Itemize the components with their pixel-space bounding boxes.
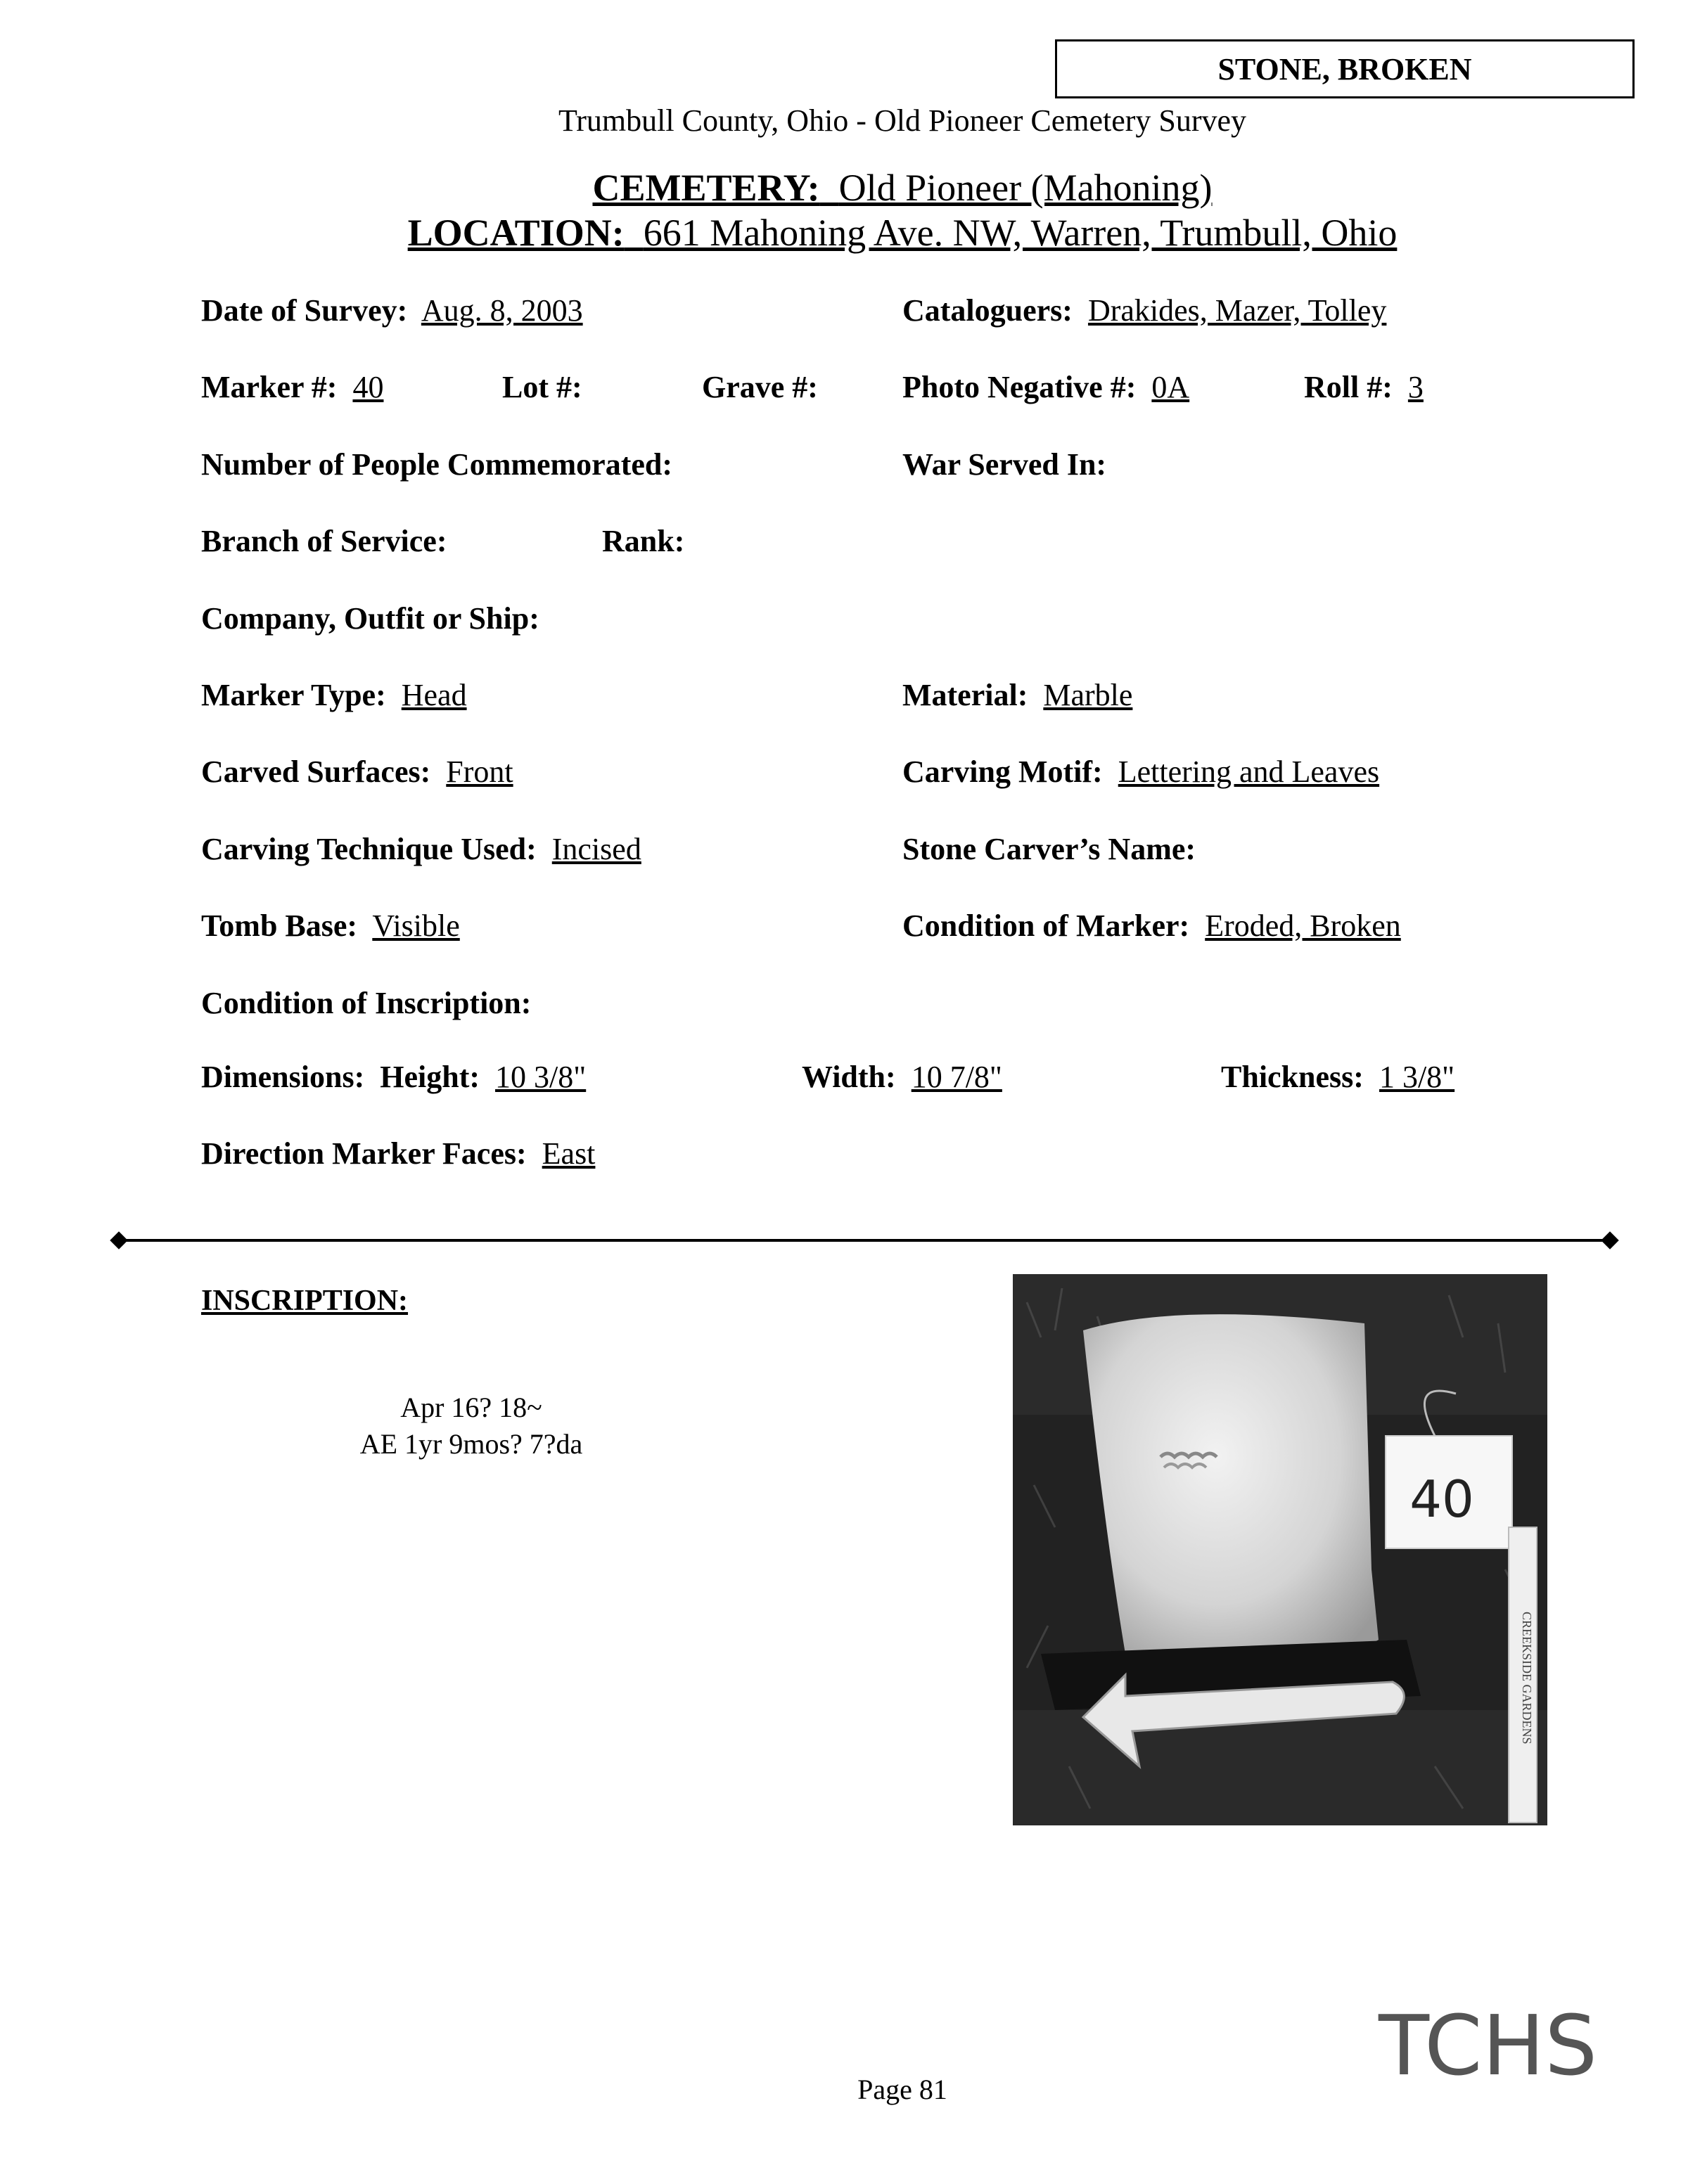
marker-number-value: 40 <box>352 370 384 404</box>
cemetery-label: CEMETERY: <box>592 167 820 209</box>
cataloguers-label: Cataloguers: <box>902 293 1073 328</box>
dimensions-height-field <box>201 1062 586 1093</box>
carving-technique-value: Incised <box>551 832 641 866</box>
roll-number-value: 3 <box>1407 370 1424 404</box>
marker-type-label: Marker Type: <box>201 678 386 712</box>
stone-carver-label: Stone Carver’s Name: <box>902 832 1196 866</box>
cataloguers-value: Drakides, Mazer, Tolley <box>1087 293 1387 328</box>
marker-number-label: Marker #: <box>201 370 338 404</box>
photo-negative-field <box>902 372 1189 403</box>
material-label: Material: <box>902 678 1028 712</box>
material-value: Marble <box>1043 678 1133 712</box>
carved-surfaces-field <box>201 754 513 789</box>
marker-type-value: Head <box>401 678 467 712</box>
location-label: LOCATION: <box>407 212 625 254</box>
war-served-label: War Served In: <box>902 447 1107 482</box>
company-field <box>201 603 539 634</box>
rank-field <box>602 526 684 557</box>
survey-title: Trumbull County, Ohio - Old Pioneer Cemetery Survey <box>558 103 1247 138</box>
status-box <box>1055 39 1635 98</box>
carved-surfaces-value: Front <box>446 754 513 789</box>
inscription-text <box>281 1389 661 1463</box>
marker-photo <box>1013 1274 1547 1825</box>
condition-of-inscription-label: Condition of Inscription: <box>201 986 532 1020</box>
date-of-survey-value: Aug. 8, 2003 <box>421 293 583 328</box>
lot-number-label: Lot #: <box>502 370 582 404</box>
inscription-line: Apr 16? 18~ <box>400 1392 542 1423</box>
width-value: 10 7/8" <box>911 1060 1002 1094</box>
marker-type-field <box>201 680 467 711</box>
cemetery-heading <box>0 166 1688 210</box>
section-divider <box>115 1239 1613 1242</box>
company-label: Company, Outfit or Ship: <box>201 601 539 636</box>
condition-of-marker-field <box>902 908 1401 943</box>
width-label: Width: <box>802 1060 896 1094</box>
condition-of-inscription-field <box>201 988 531 1019</box>
grave-number-label: Grave #: <box>702 370 818 404</box>
condition-of-marker-label: Condition of Marker: <box>902 908 1190 943</box>
thickness-field <box>1221 1062 1454 1093</box>
divider-right-diamond <box>1601 1231 1618 1249</box>
branch-of-service-field <box>201 526 447 557</box>
rank-label: Rank: <box>602 524 685 558</box>
photo-negative-value: 0A <box>1151 370 1190 404</box>
material-field <box>902 680 1132 711</box>
thickness-value: 1 3/8" <box>1379 1060 1455 1094</box>
cataloguers-field <box>902 295 1386 326</box>
stake-text: CREEKSIDE GARDENS <box>1520 1612 1534 1745</box>
height-label: Height: <box>380 1060 480 1094</box>
branch-of-service-label: Branch of Service: <box>201 524 447 558</box>
date-of-survey-label: Date of Survey: <box>201 293 408 328</box>
marker-number-field <box>201 372 383 403</box>
roll-number-label: Roll #: <box>1304 370 1393 404</box>
direction-value: East <box>542 1136 596 1171</box>
headstone-shape <box>1083 1314 1379 1668</box>
status-box-text: STONE, BROKEN <box>1217 51 1472 86</box>
tag-number: 40 <box>1409 1470 1474 1529</box>
marker-photo-image <box>1013 1274 1547 1825</box>
photo-negative-label: Photo Negative #: <box>902 370 1137 404</box>
tomb-base-label: Tomb Base: <box>201 908 358 943</box>
thickness-label: Thickness: <box>1221 1060 1364 1094</box>
carving-motif-value: Lettering and Leaves <box>1118 754 1380 789</box>
tomb-base-value: Visible <box>372 908 460 943</box>
page-number: Page 81 <box>857 2074 947 2105</box>
carving-motif-label: Carving Motif: <box>902 754 1103 789</box>
location-heading <box>0 211 1688 255</box>
people-commemorated-field <box>201 449 672 480</box>
width-field <box>802 1062 1002 1093</box>
lot-number-field <box>502 372 582 403</box>
condition-of-marker-value: Eroded, Broken <box>1205 908 1401 943</box>
inscription-line: AE 1yr 9mos? 7?da <box>359 1428 583 1460</box>
carved-surfaces-label: Carved Surfaces: <box>201 754 431 789</box>
inscription-heading: INSCRIPTION: <box>201 1285 409 1317</box>
tomb-base-field <box>201 908 460 943</box>
date-of-survey-field <box>201 295 583 326</box>
direction-field <box>201 1138 595 1169</box>
direction-label: Direction Marker Faces: <box>201 1136 527 1171</box>
carving-motif-field <box>902 754 1380 789</box>
roll-number-field <box>1304 372 1424 403</box>
divider-left-diamond <box>110 1231 127 1249</box>
cemetery-value: Old Pioneer (Mahoning) <box>838 167 1213 209</box>
carving-technique-field <box>201 834 641 865</box>
war-served-field <box>902 449 1106 480</box>
dimensions-label: Dimensions: <box>201 1060 365 1094</box>
people-commemorated-label: Number of People Commemorated: <box>201 447 673 482</box>
grave-number-field <box>702 372 818 403</box>
location-value: 661 Mahoning Ave. NW, Warren, Trumbull, Ohio <box>643 212 1398 254</box>
height-value: 10 3/8" <box>495 1060 587 1094</box>
stone-carver-field <box>902 834 1196 865</box>
carving-technique-label: Carving Technique Used: <box>201 832 537 866</box>
tchs-watermark: TCHS <box>1379 1997 1598 2094</box>
